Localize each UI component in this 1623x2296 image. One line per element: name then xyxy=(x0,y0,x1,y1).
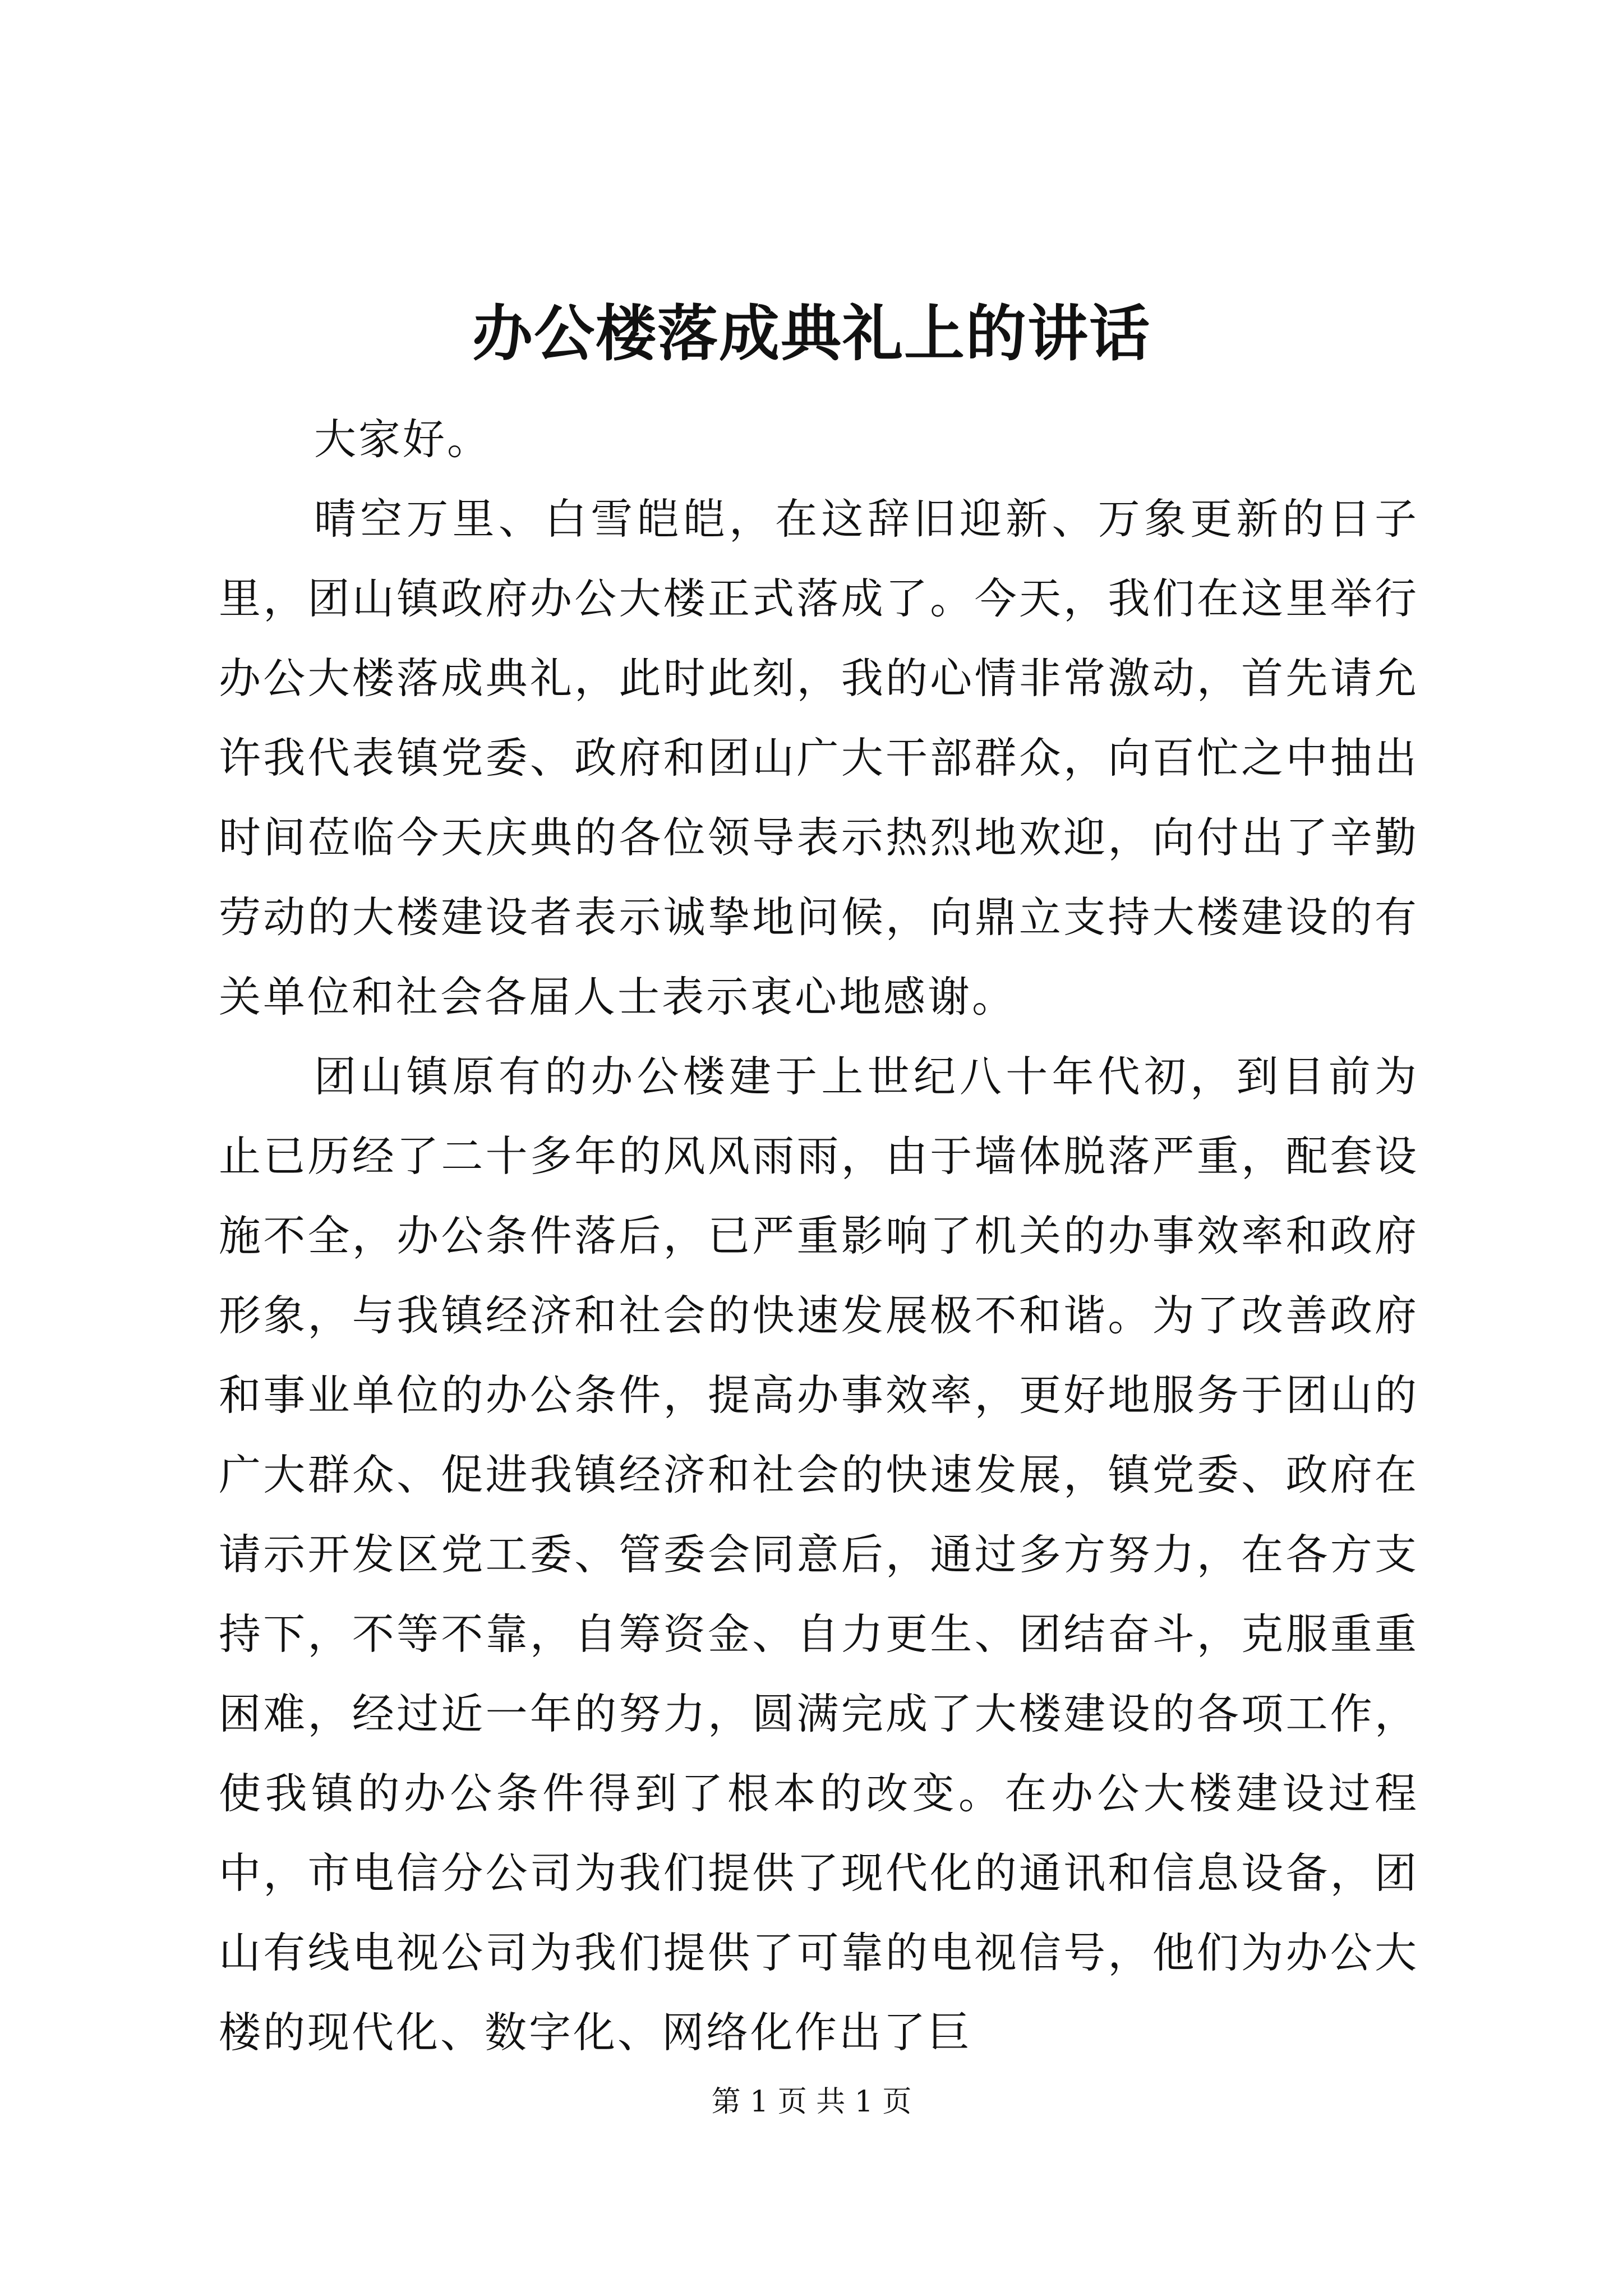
document-title: 办公楼落成典礼上的讲话 xyxy=(472,298,1151,369)
document-body xyxy=(219,399,1419,2072)
paragraph-greeting: 大家好。 xyxy=(314,415,492,464)
paragraph-history: 团山镇原有的办公楼建于上世纪八十年代初，到目前为止已历经了二十多年的风风雨雨，由于墙体脱落严重，配套设施不全，办公条件落后，已严重影响了机关的办事效率和政府形象，与我镇经济和社会的快速发展极不和谐。为了改善政府和事业单位的办公条件，提高办事效率，更好地服务于团山的广大群众、促进我镇经济和社会的快速发展，镇党委、政府在请示开发区党工委、管委会同意后，通过多方努力，在各方支持下，不等不靠，自筹资金、自力更生、团结奋斗，克服重重困难，经过近一年的努力，圆满完成了大楼建设的各项工作，使我镇的办公条件得到了根本的改变。在办公大楼建设过程中，市电信分公司为我们提供了现代化的通讯和信息设备，团山有线电视公司为我们提供了可靠的电视信号，他们为办公大楼的现代化、数字化、网络化作出了巨 xyxy=(219,1052,1419,2057)
page-footer: 第 1 页 共 1 页 xyxy=(711,2085,912,2119)
paragraph-opening: 晴空万里、白雪皑皑，在这辞旧迎新、万象更新的日子里，团山镇政府办公大楼正式落成了。今天，我们在这里举行办公大楼落成典礼，此时此刻，我的心情非常激动，首先请允许我代表镇党委、政府和团山广大干部群众，向百忙之中抽出时间莅临今天庆典的各位领导表示热烈地欢迎，向付出了辛勤劳动的大楼建设者表示诚挚地问候，向鼎立支持大楼建设的有关单位和社会各届人士表示衷心地感谢。 xyxy=(219,494,1419,1022)
